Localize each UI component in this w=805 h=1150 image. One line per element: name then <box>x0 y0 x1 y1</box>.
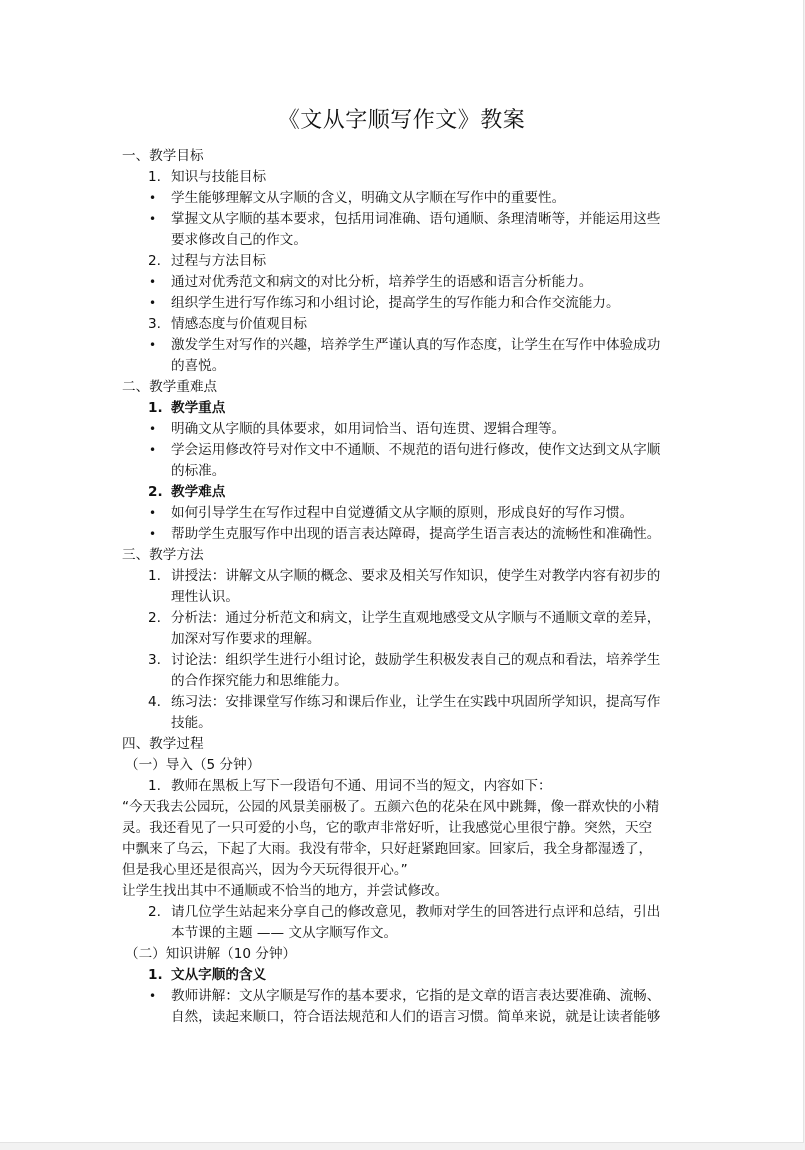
numbered-item <box>0 167 803 188</box>
line-text: 讨论法：组织学生进行小组讨论，鼓励学生积极发表自己的观点和看法，培养学生 <box>171 652 661 668</box>
line-text: 知识与技能目标 <box>171 169 267 185</box>
bullet-marker: • <box>149 443 157 457</box>
line-text: 教师讲解：文从字顺是写作的基本要求，它指的是文章的语言表达要准确、流畅、 <box>171 988 661 1004</box>
numbered-bold-item <box>0 482 803 503</box>
numbered-bold-item <box>0 965 803 986</box>
list-number: 3. <box>148 316 161 332</box>
bullet-marker: • <box>149 212 157 226</box>
line-text: 教学难点 <box>171 484 226 500</box>
line-text: 的标准。 <box>171 463 226 479</box>
paragraph-line <box>0 797 803 818</box>
line-text: 三、教学方法 <box>122 547 204 563</box>
line-text: 的合作探究能力和思维能力。 <box>171 673 348 689</box>
bullet-marker: • <box>149 338 157 352</box>
list-number: 2. <box>148 484 163 500</box>
line-text: 让学生找出其中不通顺或不恰当的地方，并尝试修改。 <box>122 883 449 899</box>
bullet-marker: • <box>149 506 157 520</box>
line-text: 本节课的主题 —— 文从字顺写作文。 <box>171 925 398 941</box>
line-text: （二）知识讲解（10 分钟） <box>125 946 297 962</box>
list-number: 2. <box>148 610 161 626</box>
numbered-item <box>0 608 803 629</box>
line-text: 中飘来了乌云，下起了大雨。我没有带伞，只好赶紧跑回家。回家后，我全身都湿透了， <box>122 841 653 857</box>
line-text: 如何引导学生在写作过程中自觉遵循文从字顺的原则，形成良好的写作习惯。 <box>171 505 634 521</box>
line-text: 过程与方法目标 <box>171 253 267 269</box>
list-number: 1. <box>148 169 161 185</box>
line-text: 学会运用修改符号对作文中不通顺、不规范的语句进行修改，使作文达到文从字顺 <box>171 442 661 458</box>
line-text: 文从字顺的含义 <box>171 967 267 983</box>
continuation-line <box>0 713 803 734</box>
line-text: 组织学生进行写作练习和小组讨论，提高学生的写作能力和合作交流能力。 <box>171 295 620 311</box>
paragraph-line <box>0 839 803 860</box>
line-text: 要求修改自己的作文。 <box>171 232 307 248</box>
line-text: 的喜悦。 <box>171 358 226 374</box>
list-number: 1. <box>148 778 161 794</box>
line-text: 掌握文从字顺的基本要求，包括用词准确、语句通顺、条理清晰等，并能运用这些 <box>171 211 661 227</box>
line-text: 二、教学重难点 <box>122 379 218 395</box>
line-text: “今天我去公园玩，公园的风景美丽极了。五颜六色的花朵在风中跳舞，像一群欢快的小精 <box>122 799 660 815</box>
bullet-marker: • <box>149 275 157 289</box>
numbered-item <box>0 566 803 587</box>
numbered-bold-item <box>0 398 803 419</box>
line-text: 练习法：安排课堂写作练习和课后作业，让学生在实践中巩固所学知识，提高写作 <box>171 694 661 710</box>
bullet-marker: • <box>149 191 157 205</box>
document-body <box>0 146 803 1028</box>
document-title: 《文从字顺写作文》教案 <box>277 108 526 133</box>
bullet-marker: • <box>149 989 157 1003</box>
bullet-item <box>0 986 803 1007</box>
line-text: 教学重点 <box>171 400 226 416</box>
numbered-item <box>0 251 803 272</box>
line-text: 灵。我还看见了一只可爱的小鸟，它的歌声非常好听，让我感觉心里很宁静。突然，天空 <box>122 820 653 836</box>
section-heading <box>0 146 803 167</box>
line-text: 请几位学生站起来分享自己的修改意见，教师对学生的回答进行点评和总结，引出 <box>171 904 661 920</box>
bullet-item <box>0 335 803 356</box>
line-text: 技能。 <box>171 715 212 731</box>
numbered-item <box>0 650 803 671</box>
continuation-line <box>0 923 803 944</box>
numbered-item <box>0 314 803 335</box>
bullet-item <box>0 503 803 524</box>
line-text: 加深对写作要求的理解。 <box>171 631 321 647</box>
bullet-item <box>0 188 803 209</box>
subsection-heading <box>0 944 803 965</box>
bullet-item <box>0 524 803 545</box>
continuation-line <box>0 629 803 650</box>
bullet-item <box>0 293 803 314</box>
section-heading <box>0 545 803 566</box>
line-text: 明确文从字顺的具体要求，如用词恰当、语句连贯、逻辑合理等。 <box>171 421 566 437</box>
list-number: 2. <box>148 253 161 269</box>
section-heading <box>0 734 803 755</box>
paragraph-line <box>0 860 803 881</box>
bullet-item <box>0 419 803 440</box>
list-number: 1. <box>148 967 163 983</box>
continuation-line <box>0 230 803 251</box>
paragraph-line <box>0 818 803 839</box>
bullet-marker: • <box>149 527 157 541</box>
paragraph-line <box>0 881 803 902</box>
line-text: 帮助学生克服写作中出现的语言表达障碍，提高学生语言表达的流畅性和准确性。 <box>171 526 661 542</box>
line-text: 讲授法：讲解文从字顺的概念、要求及相关写作知识，使学生对教学内容有初步的 <box>171 568 661 584</box>
line-text: 四、教学过程 <box>122 736 204 752</box>
line-text: 一、教学目标 <box>122 148 204 164</box>
continuation-line <box>0 587 803 608</box>
line-text: 通过对优秀范文和病文的对比分析，培养学生的语感和语言分析能力。 <box>171 274 593 290</box>
line-text: （一）导入（5 分钟） <box>125 757 261 773</box>
continuation-line <box>0 461 803 482</box>
continuation-line <box>0 1007 803 1028</box>
bullet-item <box>0 209 803 230</box>
list-number: 1. <box>148 400 163 416</box>
list-number: 4. <box>148 694 161 710</box>
bullet-marker: • <box>149 296 157 310</box>
numbered-item <box>0 692 803 713</box>
list-number: 1. <box>148 568 161 584</box>
line-text: 分析法：通过分析范文和病文，让学生直观地感受文从字顺与不通顺文章的差异， <box>171 610 661 626</box>
bullet-marker: • <box>149 422 157 436</box>
numbered-item <box>0 902 803 923</box>
subsection-heading <box>0 755 803 776</box>
list-number: 2. <box>148 904 161 920</box>
line-text: 情感态度与价值观目标 <box>171 316 307 332</box>
line-text: 激发学生对写作的兴趣，培养学生严谨认真的写作态度，让学生在写作中体验成功 <box>171 337 661 353</box>
numbered-item <box>0 776 803 797</box>
line-text: 教师在黑板上写下一段语句不通、用词不当的短文，内容如下： <box>171 778 552 794</box>
line-text: 但是我心里还是很高兴，因为今天玩得很开心。” <box>122 862 408 878</box>
list-number: 3. <box>148 652 161 668</box>
continuation-line <box>0 671 803 692</box>
bullet-item <box>0 440 803 461</box>
continuation-line <box>0 356 803 377</box>
line-text: 理性认识。 <box>171 589 239 605</box>
line-text: 学生能够理解文从字顺的含义，明确文从字顺在写作中的重要性。 <box>171 190 566 206</box>
section-heading <box>0 377 803 398</box>
bullet-item <box>0 272 803 293</box>
line-text: 自然，读起来顺口，符合语法规范和人们的语言习惯。简单来说，就是让读者能够 <box>171 1009 661 1025</box>
